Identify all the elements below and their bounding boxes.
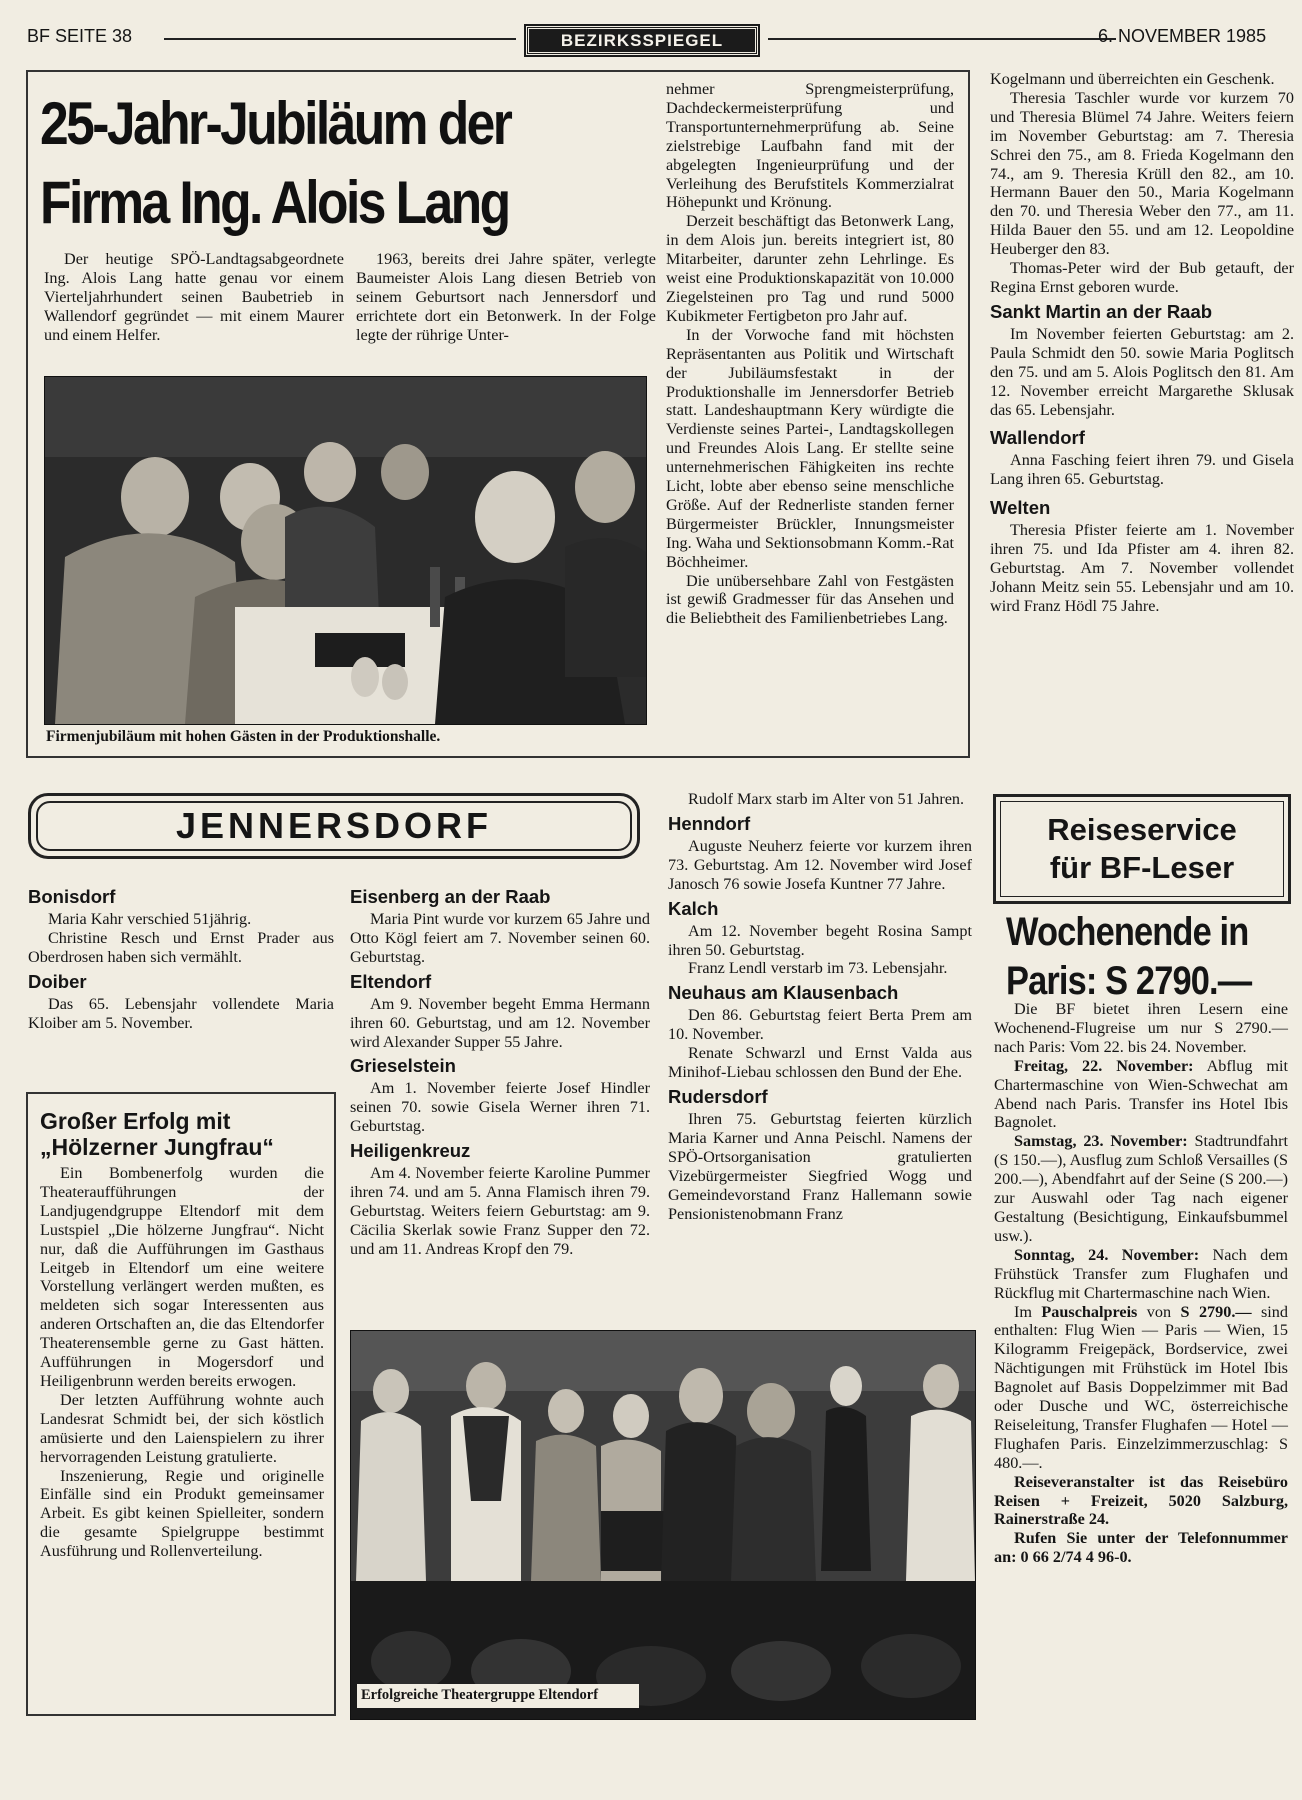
eltendorf-text: Am 9. November begeht Emma Hermann ihren 60. Geburtstag, und am 12. November wird Alexander Supper 55 Jahre. [350,994,650,1051]
neuhaus-text-2: Renate Schwarzl und Ernst Valda aus Minihof-Liebau schlossen den Bund der Ehe. [668,1044,972,1082]
heading-rudersdorf: Rudersdorf [668,1085,768,1107]
wallendorf-text: Anna Fasching feiert ihren 79. und Gisela Lang ihren 65. Geburtstag. [990,451,1294,489]
heading-eltendorf: Eltendorf [350,970,432,992]
intro-paragraph-1: Der heutige SPÖ-Landtagsabgeordnete Ing. Alois Lang hatte genau vor einem Vierteljahrhundert seinen Baubetrieb in Wallendorf gegründet — mit einem Maurer und einem Helfer. [44,250,344,344]
kalch-text-1: Am 12. November begeht Rosina Sampt ihren 50. Geburtstag. [668,921,972,959]
price-pre: Im [1014,1302,1042,1321]
header-rule-left [164,38,516,40]
reise-intro: Die BF bietet ihren Lesern eine Wochenend-Flugreise um nur S 2790.— nach Paris: Vom 22. bis 24. November. [994,1000,1288,1056]
issue-date: 6. NOVEMBER 1985 [1098,26,1267,46]
saturday-text: Stadtrundfahrt (S 150.—), Ausflug zum Schloß Versailles (S 200.—), Abendfahrt auf der Seine (S 200.—) zur Auswahl oder Tag nach eigener Gestaltung (Besichtigung, Einkaufsbummel usw.). [994,1132,1288,1245]
heading-heiligenkreuz: Heiligenkreuz [350,1140,471,1162]
reise-sunday [994,1246,1288,1303]
theater-title [40,1108,324,1160]
friday-text: Abflug mit Chartermaschine von Wien-Schwechat am Abend nach Paris. Transfer ins Hotel Ibis Bagnolet. [994,1056,1288,1132]
heiligenkreuz-text: Am 4. November feierte Karoline Pummer ihren 74. und am 5. Anna Flamisch ihren 79. Geburtstag. Weiters feiern Geburtstag: am 9. Cäcilia Skerlak sowie Franz Supper den 72. und am 11. Andreas Kropf den 79. [350,1164,650,1258]
bonisdorf-text-1: Maria Kahr verschied 51jährig. [48,910,252,928]
paris-headline-line-2: Paris: S 2790.— [1006,959,1252,1003]
col3-paragraph-1: nehmer Sprengmeisterprüfung, Dachdeckermeisterprüfung und Transportunternehmerprüfung ab. Seine zielstrebige Laufbahn fand mit der abgelegten Ingenieurprüfung und der Verleihung des Berufstitels Kommerzialrat Höhepunkt und Krönung. [666,80,954,212]
rudersdorf-text: Ihren 75. Geburtstag feierten kürzlich Maria Karner und Anna Peischl. Namens der SPÖ-Ortsorganisation gratulierten Vizebürgermeister Siegfried Wogg und Gemeindevorstand Franz Hallemann sowie Pensionistenobmann Franz [668,1109,972,1223]
jubilee-photo-illustration [45,377,646,724]
reise-phone: Rufen Sie unter der Telefonnummer an: 0 66 2/74 4 96-0. [994,1529,1288,1567]
article-headline [40,84,573,242]
jubilee-photo [44,376,647,725]
theater-title-line-2: „Hölzerner Jungfrau“ [40,1134,274,1160]
henndorf-text: Auguste Neuherz feierte vor kurzem ihren 73. Geburtstag. Am 12. November wird Josef Janosch 76 sowie Josefa Kuntner 77 Jahre. [668,836,972,893]
col3-paragraph-3: In der Vorwoche fand mit höchsten Repräsentanten aus Politik und Wirtschaft der Jubiläumsfestakt in der Produktionshalle im Jennersdorfer Betrieb statt. Landeshauptmann Kery würdigte die Verdienste seines Partei-, Landtagskollegen und Freundes Alois Lang. Er stellte seine unternehmerischen Fähigkeiten ins rechte Licht, lobte aber ebenso seine menschliche Größe. Auf der Rednerliste standen ferner Bürgermeister Brückler, Innungsmeister Ing. Waha und Sektionsobmann Komm.-Rat Böchheimer. [666,325,954,571]
paris-headline-line-1: Wochenende in [1006,910,1249,954]
reiseservice-box [993,794,1291,904]
reise-text [994,1000,1288,1567]
headline-line-2: Firma Ing. Alois Lang [40,169,509,236]
heading-eisenberg: Eisenberg an der Raab [350,886,551,907]
doiber-text: Das 65. Lebensjahr vollendete Maria Kloiber am 5. November. [28,994,334,1032]
col3-paragraph-4: Die unübersehbare Zahl von Festgästen ist gewiß Gradmesser für das Ansehen und die Beliebtheit des Familienbetriebes Lang. [666,571,954,628]
price-mid: von [1137,1302,1181,1321]
reiseservice-line-1: Reiseservice [1047,812,1237,847]
theater-article [40,1108,324,1561]
bonisdorf-text-2: Christine Resch und Ernst Prader aus Oberdrosen haben sich vermählt. [28,928,334,966]
paris-headline [1006,908,1302,1006]
sunday-label: Sonntag, 24. November: [1014,1245,1200,1264]
header-rule-right [768,38,1116,40]
reise-friday [994,1057,1288,1133]
jubilee-photo-caption: Firmenjubiläum mit hohen Gästen in der Produktionshalle. [46,728,441,745]
reiseservice-label [1000,801,1284,897]
grieselstein-text: Am 1. November feierte Josef Hindler seinen 70. sowie Gisela Werner ihren 71. Geburtstag. [350,1079,650,1136]
price-value: S 2790.— [1180,1302,1252,1321]
sankt-martin-text: Im November feierten Geburtstag: am 2. Paula Schmidt den 50. sowie Maria Poglitsch den 75. und am 5. Alois Poglitsch den 81. Am 12. November erreicht Margarethe Sklusak das 65. Lebensjahr. [990,324,1294,419]
jennersdorf-col1 [28,882,334,1033]
reise-saturday [994,1132,1288,1245]
welten-text: Theresia Pfister feierte am 1. November ihren 75. und Ida Pfister am 4. ihren 82. Geburtstag. Am 7. November vollendet Johann Meitz sein 55. Lebensjahr und am 10. wird Franz Hödl 75 Jahre. [990,521,1294,615]
theater-paragraph-3: Inszenierung, Regie und originelle Einfälle sind ein Produkt gemeinsamer Arbeit. Es gibt keinen Spielleiter, sondern die gesamte Spielgruppe bestimmt Ausführung und Rollenverteilung. [40,1466,324,1561]
page-number: BF SEITE 38 [27,26,133,46]
friday-label: Freitag, 22. November: [1014,1056,1194,1075]
right-paragraph-2: Theresia Taschler wurde vor kurzem 70 und Theresia Blümel 74 Jahre. Weiters feiern im November Geburtstag: am 7. Theresia Schrei den 75., am 8. Frieda Kogelmann den 74., am 9. Theresia Krüll den 82., am 10. Hermann Bauer den 50., Maria Kogelmann den 70. und Theresia Weber den 77., am 11. Hilda Bauer den 55. und am 12. Leopoldine Heuberger den 83. [990,88,1294,259]
sunday-text: Nach dem Frühstück Transfer zum Flughafen und Rückflug mit Chartermaschine nach Wien. [994,1245,1288,1302]
marx-text: Rudolf Marx starb im Alter von 51 Jahren. [688,790,965,808]
col3-paragraph-2: Derzeit beschäftigt das Betonwerk Lang, in dem Alois jun. bereits integriert ist, 80 Mitarbeiter, darunter zehn Lehrlinge. Es weist eine Produktionskapazität von 10.000 Ziegelsteinen pro Tag und rund 5000 Kubikmeter Fertigbeton pro Jahr auf. [666,212,954,325]
jennersdorf-col3 [668,790,972,1223]
headline-line-1: 25-Jahr-Jubiläum der [40,90,511,157]
intro-paragraph-2: 1963, bereits drei Jahre später, verlegte Baumeister Alois Lang diesen Betrieb von seinem Geburtsort nach Jennersdorf und errichtete dort ein Betonwerk. In der Folge legte der rührige Unter- [356,250,656,344]
right-paragraph-3: Thomas-Peter wird der Bub getauft, der Regina Ernst geboren wurde. [990,259,1294,296]
reise-organizer: Reiseveranstalter ist das Reisebüro Reisen + Freizeit, 5020 Salzburg, Rainerstraße 24. [994,1472,1288,1529]
jennersdorf-banner [28,793,640,859]
heading-neuhaus: Neuhaus am Klausenbach [668,982,899,1004]
section-badge: BEZIRKSSPIEGEL [526,26,758,55]
reiseservice-line-2: für BF-Leser [1049,850,1235,885]
kalch-text-2: Franz Lendl verstarb im 73. Lebensjahr. [688,959,948,978]
right-column-top [990,70,1294,616]
theater-paragraph-2: Der letzten Aufführung wohnte auch Landesrat Schmidt bei, der sich köstlich amüsierte und den Laienspielern zu ihrer hervorragenden Leistung gratulierte. [40,1390,324,1466]
heading-kalch: Kalch [668,897,719,919]
heading-sankt-martin: Sankt Martin an der Raab [990,300,1213,322]
neuhaus-text-1: Den 86. Geburtstag feiert Berta Prem am 10. November. [668,1006,972,1044]
article-col3 [666,80,954,628]
heading-wallendorf: Wallendorf [990,427,1085,449]
right-paragraph-1: Kogelmann und überreichten ein Geschenk. [990,70,1275,88]
article-intro-col1 [44,250,344,345]
theater-photo-caption: Erfolgreiche Theatergruppe Eltendorf [361,1687,599,1703]
theater-photo [350,1330,976,1720]
saturday-label: Samstag, 23. November: [1014,1132,1188,1151]
price-label: Pauschalpreis [1041,1302,1138,1321]
price-text: sind enthalten: Flug Wien — Paris — Wien, 15 Kilogramm Freigepäck, Bordservice, zwei Nächtigungen mit Frühstück im Hotel Ibis Bagnolet auf Basis Doppelzimmer mit Bad oder Dusche und WC, österreichische Reiseleitung, Transfer Flughafen — Hotel — Flughafen Paris. Einzelzimmerzuschlag: S 480.—. [994,1302,1288,1472]
eisenberg-text: Maria Pint wurde vor kurzem 65 Jahre und Otto Kögl feiert am 7. November seinen 60. Geburtstag. [350,910,650,966]
reise-price [994,1303,1288,1473]
article-intro-col2 [356,250,656,345]
heading-welten: Welten [990,497,1051,519]
heading-grieselstein: Grieselstein [350,1055,456,1077]
heading-doiber: Doiber [28,970,87,992]
theater-title-line-1: Großer Erfolg mit [40,1108,231,1134]
heading-henndorf: Henndorf [668,812,751,834]
jennersdorf-col2 [350,882,650,1259]
jennersdorf-banner-label: JENNERSDORF [36,801,632,851]
heading-bonisdorf: Bonisdorf [28,886,116,907]
theater-paragraph-1: Ein Bombenerfolg wurden die Theateraufführungen der Landjugendgruppe Eltendorf mit dem Lustspiel „Die hölzerne Jungfrau“. Nicht nur, daß die Aufführungen im Gasthaus Leitgeb in Eltendorf um eine weitere Vorstellung verlängert werden mußten, es meldeten sich sogar Interessenten aus anderen Ortschaften an, die das Eltendorfer Theaterensemble gerne zu Gast hätten. Aufführungen in Mogersdorf und Heiligenbrunn werden bereits erwogen. [40,1164,324,1390]
theater-photo-illustration [351,1331,975,1719]
